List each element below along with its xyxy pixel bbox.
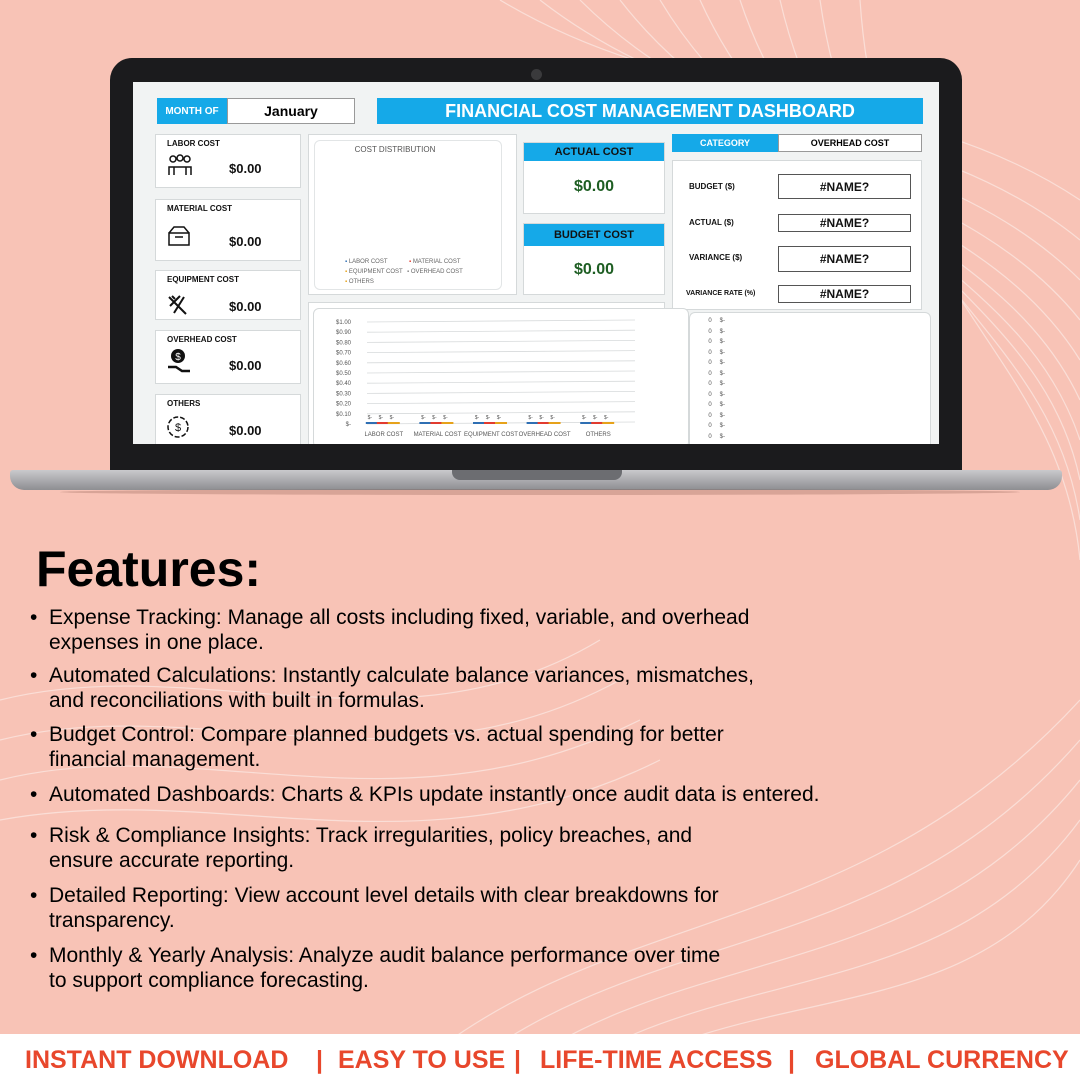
actual-cost-value: $0.00 [524, 161, 664, 213]
bar [580, 422, 592, 424]
dashboard-screen [133, 82, 939, 444]
right-list-zero: 0 [708, 412, 712, 419]
right-list-row [689, 434, 729, 445]
data-label: $- [581, 415, 587, 421]
y-tick-label: $0.20 [335, 401, 351, 408]
card-value: $0.00 [229, 234, 262, 249]
bar [527, 422, 539, 424]
legend-label: LABOR COST [348, 259, 388, 265]
card-value: $0.00 [229, 423, 262, 438]
footer-global-currency: GLOBAL CURRENCY [815, 1046, 1069, 1074]
legend-label: OVERHEAD COST [410, 269, 463, 275]
y-tick-label: $0.10 [335, 411, 351, 418]
right-list-row [689, 339, 729, 350]
bar [430, 422, 442, 424]
footer-separator: | [788, 1046, 795, 1074]
category-label: CATEGORY [672, 134, 778, 152]
gridline [367, 391, 635, 393]
card-others [155, 394, 301, 444]
dollar-cycle-icon [166, 415, 190, 439]
right-list-row [689, 318, 729, 329]
data-label: $- [367, 415, 373, 421]
feature-line: Automated Dashboards: Charts & KPIs update instantly once audit data is entered. [49, 783, 820, 806]
card-overhead-cost [155, 330, 301, 384]
right-list-dash: $- [719, 339, 725, 345]
right-list [689, 318, 729, 444]
month-label: MONTH OF [157, 98, 227, 124]
feature-line: to support compliance forecasting. [49, 969, 369, 992]
feature-line: Automated Calculations: Instantly calculate balance variances, mismatches, [49, 664, 755, 687]
actual-cost-label: ACTUAL COST [524, 143, 664, 161]
right-list-row [689, 360, 729, 371]
right-list-zero: 0 [708, 339, 712, 345]
right-list-zero: 0 [708, 328, 712, 335]
feature-line: ensure accurate reporting. [49, 849, 295, 872]
metric-label-variance-rate: VARIANCE RATE (%) [686, 290, 756, 297]
right-list-row [689, 392, 729, 403]
card-title: LABOR COST [167, 139, 220, 148]
metric-value-budget: #NAME? [778, 174, 911, 199]
data-label: $- [421, 415, 426, 421]
feature-line: Detailed Reporting: View account level details with clear breakdowns for [49, 884, 719, 907]
feature-text [49, 605, 749, 655]
feature-text [49, 722, 724, 772]
right-list-dash: $- [719, 402, 725, 408]
gridline [367, 402, 635, 404]
y-tick-label: $0.50 [335, 371, 351, 377]
bar [377, 422, 389, 424]
right-list-dash: $- [719, 318, 725, 324]
gridline [367, 361, 635, 363]
right-list-row [689, 402, 729, 413]
right-list-zero: 0 [708, 318, 712, 324]
card-title: OVERHEAD COST [167, 335, 237, 344]
feature-text [49, 883, 719, 933]
feature-item [30, 663, 754, 713]
card-value: $0.00 [229, 299, 262, 314]
legend-label: EQUIPMENT COST [348, 269, 403, 275]
feature-text [49, 663, 754, 713]
bar [441, 422, 453, 424]
category-select[interactable]: OVERHEAD COST [778, 134, 922, 152]
gridline [367, 320, 635, 322]
bullet-icon: • [30, 664, 38, 687]
right-list-zero: 0 [708, 370, 712, 377]
feature-line: Budget Control: Compare planned budgets vs. actual spending for better [49, 723, 724, 746]
feature-text [49, 782, 819, 807]
data-label: $- [603, 415, 609, 421]
footer-separator: | [514, 1046, 521, 1074]
right-list-row [689, 413, 729, 424]
feature-line: financial management. [49, 748, 261, 771]
feature-item [30, 823, 692, 873]
footer-separator: | [316, 1046, 323, 1074]
gridline [367, 371, 635, 373]
budget-cost-box [523, 223, 665, 295]
right-list-row [689, 371, 729, 382]
feature-item [30, 605, 749, 655]
metric-value-actual: #NAME? [778, 214, 911, 232]
bullet-icon: • [30, 606, 38, 629]
footer-easy-to-use: EASY TO USE [338, 1046, 506, 1074]
y-tick-label: $- [345, 422, 351, 428]
footer-instant-download: INSTANT DOWNLOAD [25, 1046, 289, 1074]
card-value: $0.00 [229, 358, 262, 373]
laptop-notch [452, 470, 622, 480]
card-value: $0.00 [229, 161, 262, 176]
y-tick-label: $0.40 [335, 381, 351, 388]
gridline [367, 412, 635, 414]
bar [549, 422, 561, 424]
bar [495, 422, 507, 424]
right-list-dash: $- [719, 391, 725, 398]
legend-label: MATERIAL COST [412, 259, 461, 265]
card-material-cost [155, 199, 301, 261]
bullet-icon: • [30, 824, 38, 847]
data-label: $- [389, 415, 395, 421]
gridline [367, 381, 635, 383]
cost-distribution-panel [308, 134, 517, 295]
right-list-dash: $- [719, 370, 725, 377]
legend-overhead: ▪ OVERHEAD COST [407, 269, 463, 275]
card-title: EQUIPMENT COST [167, 275, 240, 284]
feature-line: Risk & Compliance Insights: Track irregularities, policy breaches, and [49, 824, 693, 847]
webcam-icon [531, 69, 542, 80]
bar [419, 422, 431, 424]
budget-cost-label: BUDGET COST [524, 224, 664, 246]
data-label: $- [432, 415, 437, 421]
gridline [367, 340, 635, 342]
data-label: $- [443, 415, 448, 421]
bar [602, 422, 614, 424]
data-label: $- [592, 415, 598, 421]
x-tick-label: OVERHEAD COST [518, 432, 571, 438]
feature-line: Expense Tracking: Manage all costs including fixed, variable, and overhead [49, 606, 750, 629]
right-list-dash: $- [719, 360, 725, 366]
gridline [367, 330, 635, 332]
feature-item [30, 722, 724, 772]
y-tick-label: $0.30 [335, 391, 351, 398]
bar-chart [313, 308, 689, 444]
bar [366, 422, 378, 424]
bullet-icon: • [30, 723, 38, 746]
right-list-dash: $- [719, 381, 725, 387]
x-tick-label: LABOR COST [364, 432, 404, 438]
right-list-zero: 0 [708, 423, 712, 429]
feature-text [49, 943, 720, 993]
workers-icon [166, 153, 194, 177]
metric-label-budget: BUDGET ($) [689, 182, 735, 191]
dashboard-title: FINANCIAL COST MANAGEMENT DASHBOARD [377, 98, 923, 124]
legend-others: ▪ OTHERS [345, 279, 374, 285]
legend-equipment: ▪ EQUIPMENT COST [345, 269, 403, 275]
y-tick-label: $1.00 [335, 320, 351, 326]
legend-labor: ▪ LABOR COST [345, 259, 388, 265]
card-labor-cost [155, 134, 301, 188]
card-title: OTHERS [167, 399, 201, 408]
tools-icon [166, 293, 190, 317]
y-tick-label: $0.80 [335, 340, 351, 347]
metric-label-variance: VARIANCE ($) [689, 253, 743, 262]
bar [484, 422, 496, 424]
actual-cost-box [523, 142, 665, 214]
data-label: $- [539, 415, 544, 421]
metric-value-variance-rate: #NAME? [778, 285, 911, 303]
data-label: $- [496, 415, 502, 421]
data-label: $- [378, 415, 384, 421]
bullet-icon: • [30, 884, 38, 907]
right-list-zero: 0 [708, 381, 712, 387]
right-list-zero: 0 [708, 349, 712, 356]
y-tick-label: $0.90 [335, 330, 351, 337]
y-tick-label: $0.70 [335, 350, 351, 357]
svg-text:$: $ [175, 352, 181, 363]
cost-distribution-title: COST DISTRIBUTION [354, 145, 436, 154]
bar [473, 422, 485, 424]
feature-line: transparency. [49, 909, 175, 932]
x-tick-label: OTHERS [585, 432, 611, 438]
feature-line: expenses in one place. [49, 631, 264, 654]
footer-bar [0, 1034, 1080, 1080]
y-tick-label: $0.60 [335, 360, 351, 367]
feature-text [49, 823, 692, 873]
bar [538, 422, 550, 424]
right-list-dash: $- [719, 328, 725, 335]
right-list-dash: $- [719, 423, 725, 429]
data-label: $- [550, 415, 555, 421]
right-list-dash: $- [719, 433, 725, 440]
legend-material: ▪ MATERIAL COST [409, 259, 461, 265]
right-list-zero: 0 [708, 402, 712, 408]
laptop-shadow [60, 489, 1020, 495]
right-list-row [689, 329, 729, 340]
x-tick-label: MATERIAL COST [413, 432, 462, 438]
feature-item [30, 943, 720, 993]
right-list-dash: $- [719, 412, 725, 419]
bar [388, 422, 400, 424]
bullet-icon: • [30, 944, 38, 967]
budget-cost-value: $0.00 [524, 246, 664, 294]
bar [591, 422, 603, 424]
x-tick-label: EQUIPMENT COST [464, 432, 518, 438]
right-list-row [689, 381, 729, 392]
card-equipment-cost [155, 270, 301, 320]
feature-item [30, 883, 719, 933]
gridline [367, 351, 635, 353]
data-label: $- [528, 415, 533, 421]
legend-label: OTHERS [348, 279, 374, 285]
features-title: Features: [36, 541, 262, 597]
feature-line: Monthly & Yearly Analysis: Analyze audit balance performance over time [49, 944, 721, 967]
money-hand-icon [166, 347, 192, 375]
metric-label-actual: ACTUAL ($) [689, 218, 734, 227]
right-list-row [689, 423, 729, 434]
cost-distribution-inner [314, 140, 502, 290]
materials-box-icon [166, 224, 192, 248]
right-list-zero: 0 [708, 360, 712, 366]
card-title: MATERIAL COST [167, 204, 233, 213]
bullet-icon: • [30, 783, 38, 806]
feature-line: and reconciliations with built in formulas. [49, 689, 425, 712]
svg-text:$: $ [174, 422, 182, 434]
footer-lifetime-access: LIFE-TIME ACCESS [540, 1046, 773, 1074]
data-label: $- [474, 415, 480, 421]
metric-value-variance: #NAME? [778, 246, 911, 272]
feature-item [30, 782, 819, 807]
data-label: $- [485, 415, 491, 421]
month-select[interactable]: January [227, 98, 355, 124]
right-list-zero: 0 [708, 391, 712, 398]
right-list-dash: $- [719, 349, 725, 356]
right-list-zero: 0 [708, 433, 712, 440]
right-list-row [689, 350, 729, 361]
